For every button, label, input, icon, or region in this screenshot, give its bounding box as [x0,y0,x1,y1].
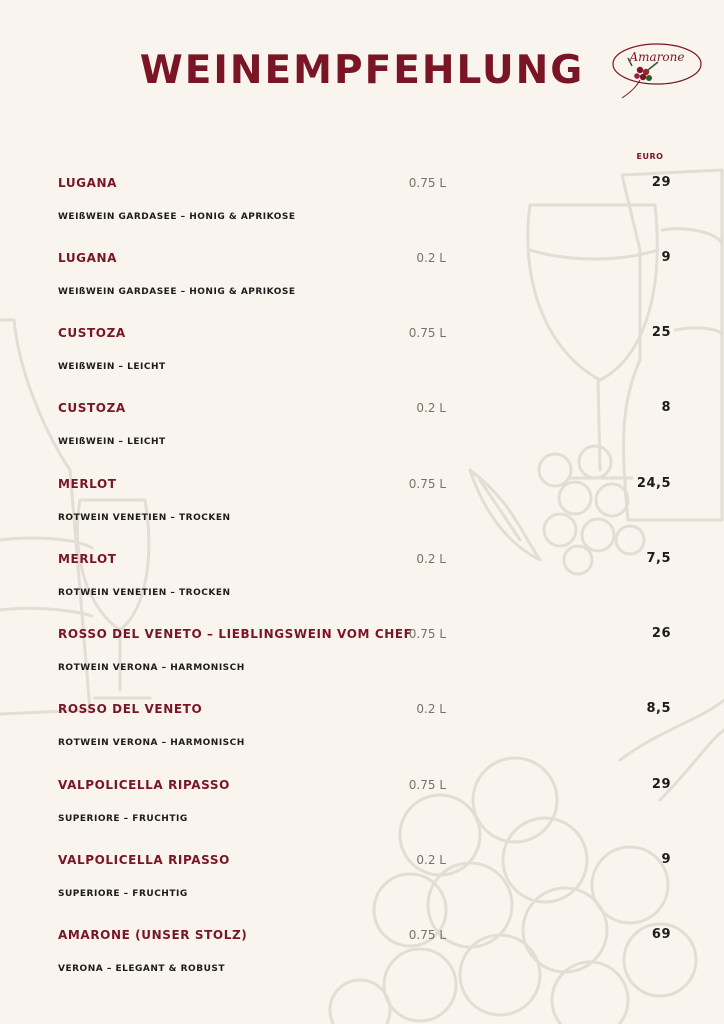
wine-item [0,326,724,396]
wine-name: VALPOLICELLA RIPASSO [58,853,230,867]
wine-item [0,552,724,622]
wine-description: ROTWEIN VERONA – HARMONISCH [58,738,245,748]
wine-item [0,928,724,998]
wine-description: ROTWEIN VERONA – HARMONISCH [58,663,245,673]
restaurant-logo [610,40,704,102]
wine-item [0,251,724,321]
wine-name: CUSTOZA [58,401,126,415]
wine-description: WEIßWEIN – LEICHT [58,362,166,372]
wine-volume: 0.75 L [408,326,446,340]
wine-item [0,176,724,246]
wine-name: MERLOT [58,477,117,491]
wine-item [0,627,724,697]
wine-price: 26 [651,626,671,641]
wine-description: SUPERIORE – FRUCHTIG [58,889,188,899]
wine-price: 8,5 [646,701,671,716]
wine-description: WEIßWEIN – LEICHT [58,437,166,447]
wine-item [0,778,724,848]
page-title: WEINEMPFEHLUNG [139,48,585,93]
wine-name: VALPOLICELLA RIPASSO [58,778,230,792]
wine-volume: 0.2 L [416,552,446,566]
wine-name: LUGANA [58,251,118,265]
wine-volume: 0.2 L [416,401,446,415]
wine-price: 7,5 [646,551,671,566]
wine-name: MERLOT [58,552,117,566]
logo-text: Amarone [629,50,685,64]
wine-price: 29 [651,777,671,792]
wine-volume: 0.2 L [416,251,446,265]
wine-description: WEIßWEIN GARDASEE – HONIG & APRIKOSE [58,212,296,222]
wine-volume: 0.75 L [408,778,446,792]
wine-description: WEIßWEIN GARDASEE – HONIG & APRIKOSE [58,287,296,297]
wine-price: 69 [651,927,671,942]
currency-label: EURO [636,152,664,161]
wine-price: 8 [661,400,671,415]
wine-price: 24,5 [636,476,671,491]
wine-item [0,853,724,923]
wine-item [0,477,724,547]
wine-name: AMARONE (UNSER STOLZ) [58,928,248,942]
wine-price: 9 [661,852,671,867]
wine-volume: 0.75 L [408,928,446,942]
wine-description: SUPERIORE – FRUCHTIG [58,814,188,824]
wine-description: VERONA – ELEGANT & ROBUST [58,964,225,974]
wine-price: 29 [651,175,671,190]
wine-description: ROTWEIN VENETIEN – TROCKEN [58,588,231,598]
wine-volume: 0.2 L [416,702,446,716]
wine-item [0,401,724,471]
wine-name: CUSTOZA [58,326,126,340]
wine-volume: 0.75 L [408,627,446,641]
wine-item [0,702,724,772]
wine-price: 25 [651,325,671,340]
wine-price: 9 [661,250,671,265]
wine-volume: 0.75 L [408,477,446,491]
wine-volume: 0.2 L [416,853,446,867]
wine-name: ROSSO DEL VENETO [58,702,203,716]
wine-name: LUGANA [58,176,118,190]
wine-name: ROSSO DEL VENETO – LIEBLINGSWEIN VOM CHEF [58,627,413,641]
wine-description: ROTWEIN VENETIEN – TROCKEN [58,513,231,523]
wine-volume: 0.75 L [408,176,446,190]
